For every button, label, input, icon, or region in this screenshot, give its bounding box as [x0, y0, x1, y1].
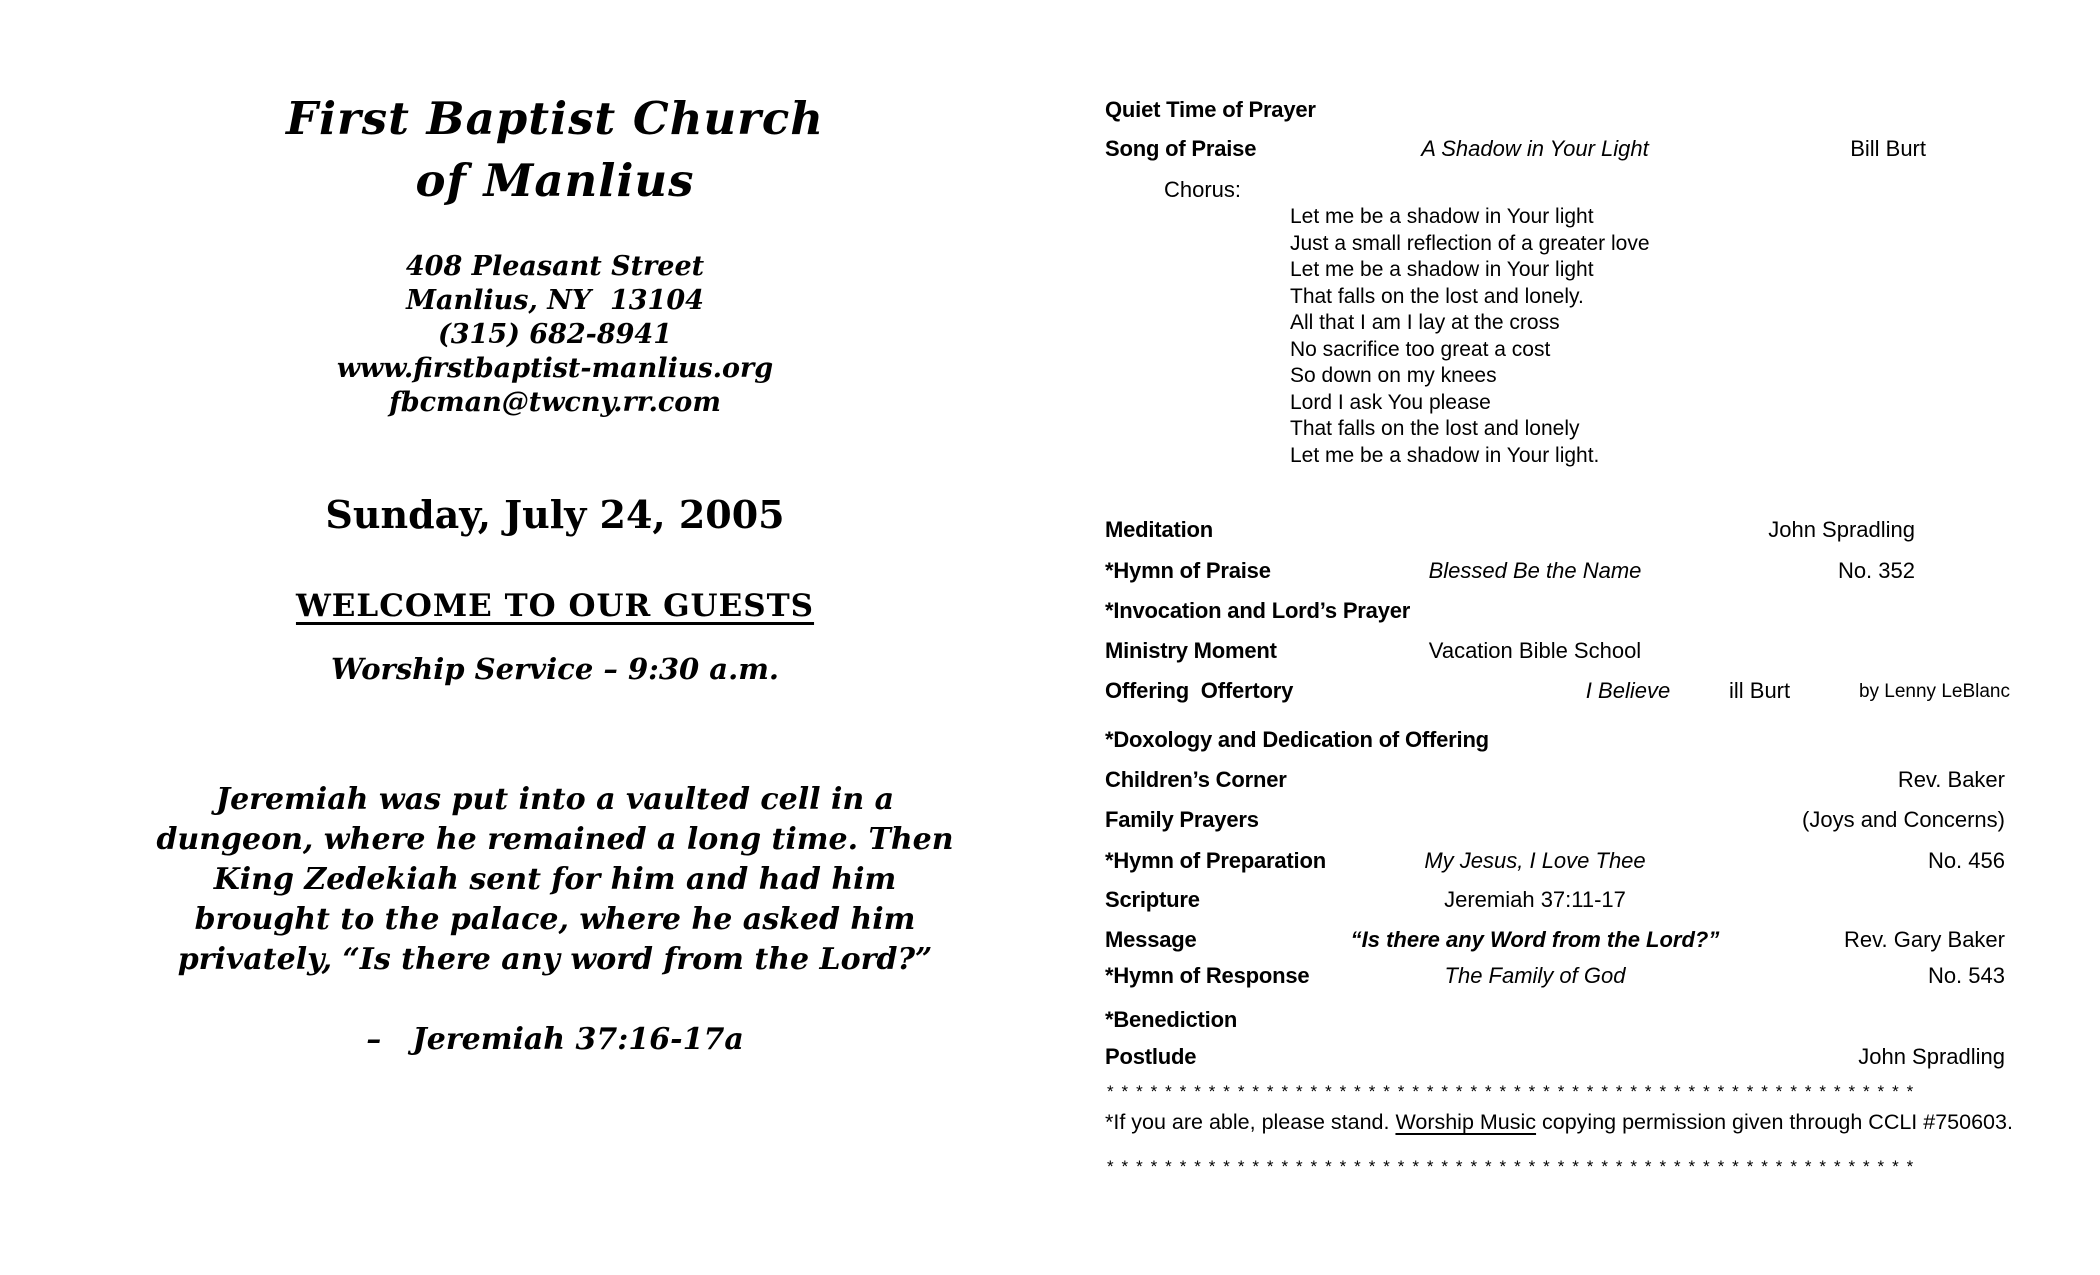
row-label: *Invocation and Lord’s Prayer [1105, 598, 1411, 623]
service-row-meditation [1105, 517, 2010, 549]
church-address [150, 250, 960, 420]
row-label: Meditation [1105, 517, 1213, 542]
chorus-line: That falls on the lost and lonely [1290, 417, 1580, 440]
service-row-benediction [1105, 1007, 2010, 1039]
service-row-hymn-of-response [1105, 963, 2010, 995]
message-title: “Is there any Word from the Lord?” [1350, 927, 1720, 952]
service-row-childrens-corner [1105, 767, 2010, 799]
row-person: John Spradling [1858, 1044, 2005, 1069]
service-row-song-of-praise [1105, 136, 2010, 168]
row-label: Offering Offertory [1105, 678, 1294, 703]
address-city: Manlius, NY 13104 [406, 285, 704, 316]
chorus-line: No sacrifice too great a cost [1290, 337, 1551, 361]
row-label: Postlude [1105, 1044, 1197, 1069]
chorus-line: Lord I ask You please [1290, 390, 1491, 414]
row-label: *Benediction [1105, 1007, 1238, 1032]
chorus-line: Let me be a shadow in Your light [1290, 258, 1594, 281]
service-row-ministry-moment [1105, 638, 2010, 670]
footnote-worship-music: Worship Music [1395, 1110, 1537, 1134]
service-row-quiet-time [1105, 97, 2010, 129]
church-name-line2: of Manlius [415, 154, 695, 207]
quote-line: dungeon, where he remained a long time. Then [156, 822, 954, 857]
quote-line: brought to the palace, where he asked him [194, 902, 916, 937]
chorus-line: Let me be a shadow in Your light. [1290, 443, 1600, 467]
row-label: *Hymn of Preparation [1105, 848, 1326, 873]
service-row-hymn-of-preparation [1105, 848, 2010, 880]
row-label: *Doxology and Dedication of Offering [1105, 727, 1489, 752]
row-label: Message [1105, 927, 1197, 952]
ministry-title: Vacation Bible School [1428, 638, 1642, 663]
hymn-title: The Family of God [1444, 963, 1626, 988]
address-website: www.firstbaptist-manlius.org [336, 353, 774, 384]
row-person: John Spradling [1768, 517, 1915, 542]
row-label: *Hymn of Response [1105, 963, 1310, 988]
offertory-title: I Believe [1585, 678, 1671, 703]
row-label: Ministry Moment [1105, 638, 1277, 663]
asterisk-divider: * * * * * * * * * * * * * * * * * * * * * * * * * * * * * * * * * * * * * * * * * * * * * * * * * * * * * * * * [1107, 1157, 1915, 1176]
standing-footnote [1105, 1110, 2013, 1135]
scripture-passage: Jeremiah 37:11-17 [1444, 887, 1626, 912]
service-date: Sunday, July 24, 2005 [325, 492, 785, 537]
address-phone: (315) 682-8941 [437, 319, 673, 350]
service-row-message [1105, 927, 2010, 959]
church-name [150, 88, 960, 212]
row-person: No. 543 [1927, 963, 2005, 988]
row-person: No. 352 [1837, 558, 1915, 583]
row-label: Family Prayers [1105, 807, 1259, 832]
row-label: *Hymn of Praise [1105, 558, 1271, 583]
row-person: (Joys and Concerns) [1802, 807, 2005, 832]
chorus-line: So down on my knees [1290, 364, 1497, 387]
row-label: Children’s Corner [1105, 767, 1287, 792]
chorus-label: Chorus: [1164, 177, 1242, 202]
quote-line: Jeremiah was put into a vaulted cell in a [215, 782, 895, 817]
row-person: Bill Burt [1850, 136, 1926, 161]
service-row-family-prayers [1105, 807, 2010, 839]
address-email: fbcman@twcny.rr.com [389, 387, 721, 418]
welcome-heading [150, 588, 960, 624]
offertory-byline: by Lenny LeBlanc [1858, 681, 2010, 702]
service-row-doxology [1105, 727, 2010, 759]
quote-line: King Zedekiah sent for him and had him [213, 862, 897, 897]
service-time: Worship Service – 9:30 a.m. [331, 652, 779, 686]
address-street: 408 Pleasant Street [405, 251, 705, 282]
chorus-line: That falls on the lost and lonely. [1290, 284, 1584, 308]
chorus-line: All that I am I lay at the cross [1290, 311, 1560, 334]
service-row-hymn-of-praise [1105, 558, 2010, 590]
asterisk-divider: * * * * * * * * * * * * * * * * * * * * * * * * * * * * * * * * * * * * * * * * * * * * * * * * * * * * * * * * [1107, 1082, 1915, 1101]
song-title: A Shadow in Your Light [1421, 136, 1649, 161]
chorus-line: Just a small reflection of a greater love [1290, 231, 1650, 255]
row-person: Rev. Baker [1897, 767, 2005, 792]
row-person: No. 456 [1927, 848, 2005, 873]
chorus-line: Let me be a shadow in Your light [1290, 205, 1594, 228]
footnote-suffix: copying permission given through CCLI #750603. [1536, 1110, 2013, 1134]
service-row-offering-offertory [1105, 678, 2010, 710]
row-label: Scripture [1105, 887, 1200, 912]
service-row-scripture [1105, 887, 2010, 919]
offertory-person: ill Burt [1729, 678, 1791, 703]
footnote-prefix: *If you are able, please stand. [1105, 1110, 1396, 1134]
scripture-reference: – Jeremiah 37:16-17a [366, 1022, 744, 1057]
hymn-title: Blessed Be the Name [1428, 558, 1642, 583]
row-person: Rev. Gary Baker [1844, 927, 2005, 952]
scripture-quote [120, 780, 990, 980]
row-label: Song of Praise [1105, 136, 1257, 161]
hymn-title: My Jesus, I Love Thee [1424, 848, 1646, 873]
service-row-invocation [1105, 598, 2010, 630]
chorus-lyrics [1290, 204, 1650, 469]
service-row-postlude [1105, 1044, 2010, 1076]
quote-line: privately, “Is there any word from the Lord?” [177, 942, 933, 977]
row-label: Quiet Time of Prayer [1105, 97, 1316, 122]
welcome-heading-text: WELCOME TO OUR GUESTS [295, 588, 815, 624]
church-name-line1: First Baptist Church [286, 92, 824, 145]
